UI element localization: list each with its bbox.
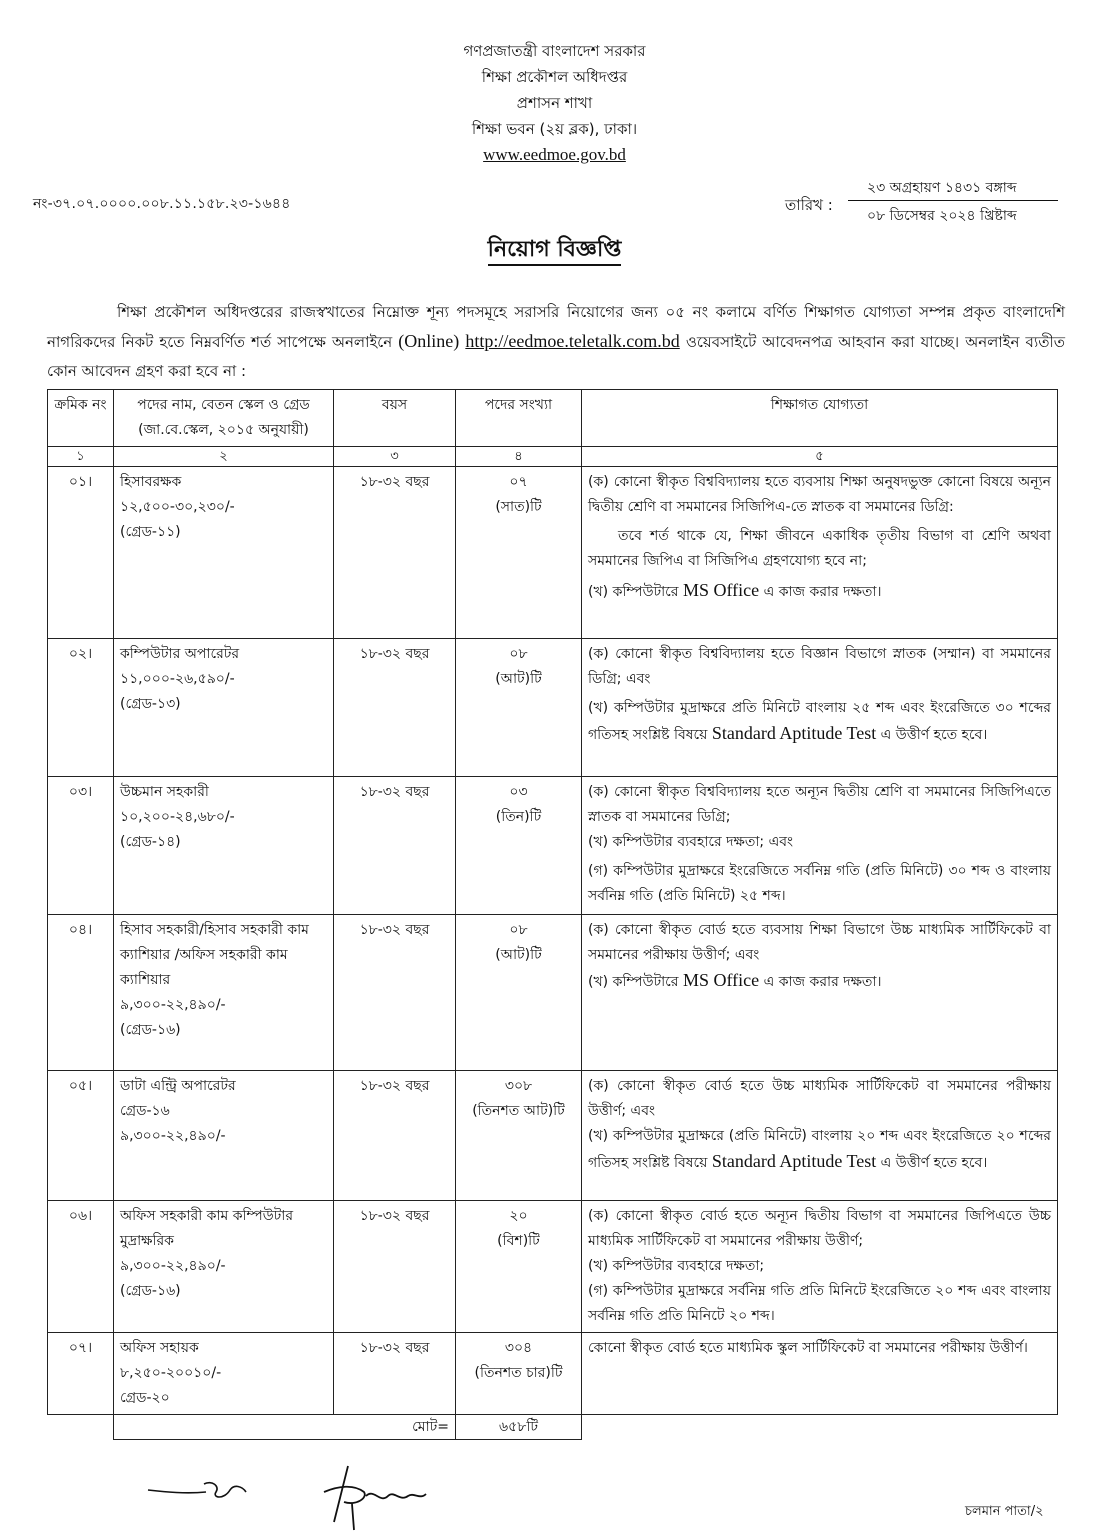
header-qualification: শিক্ষাগত যোগ্যতা bbox=[582, 390, 1058, 447]
age-cell: ১৮-৩২ বছর bbox=[334, 467, 456, 639]
age-cell: ১৮-৩২ বছর bbox=[334, 1333, 456, 1415]
qualification-cell: (ক) কোনো স্বীকৃত বিশ্ববিদ্যালয় হতে ব্যবসায় শিক্ষা অনুষদভুক্ত কোনো বিষয়ে অন্যূন দ্বিতীয় শ্রেণি বা সমমানের সিজিপিএ-তে স্নাতক বা সমমানের ডিগ্রি: তবে শর্ত থাকে যে, শিক্ষা জীবনে একাধিক তৃতীয় বিভাগ বা শ্রেণি অথবা সমমানের জিপিএ বা সিজিপিএ গ্রহণযোগ্য হবে না; (খ) কম্পিউটারে MS Office এ কাজ করার দক্ষতা। bbox=[582, 467, 1058, 639]
table-row bbox=[48, 777, 1058, 915]
continued-page-note: চলমান পাতা/২ bbox=[965, 1504, 1044, 1519]
serial-cell: ০৪। bbox=[48, 915, 114, 1071]
section-name: প্রশাসন শাখা bbox=[516, 94, 593, 112]
age-cell: ১৮-৩২ বছর bbox=[334, 1201, 456, 1333]
application-link[interactable]: http://eedmoe.teletalk.com.bd bbox=[465, 331, 680, 351]
count-cell: ৩০৮ (তিনশত আট)টি bbox=[456, 1071, 582, 1201]
initial-signature bbox=[146, 1478, 256, 1508]
official-signature bbox=[304, 1462, 434, 1532]
qualification-cell: (ক) কোনো স্বীকৃত বিশ্ববিদ্যালয় হতে অন্যূন দ্বিতীয় শ্রেণি বা সমমানের সিজিপিএতে স্নাতক বা সমমানের ডিগ্রি; (খ) কম্পিউটার ব্যবহারে দক্ষতা; এবং (গ) কম্পিউটার মুদ্রাক্ষরে ইংরেজিতে সর্বনিম্ন গতি (প্রতি মিনিটে) ৩০ শব্দ ও বাংলায় সর্বনিম্ন গতি (প্রতি মিনিটে) ২৫ শব্দ। bbox=[582, 777, 1058, 915]
qualification-cell: (ক) কোনো স্বীকৃত বোর্ড হতে ব্যবসায় শিক্ষা বিভাগে উচ্চ মাধ্যমিক সার্টিফিকেট বা সমমানের পরীক্ষায় উত্তীর্ণ; এবং (খ) কম্পিউটারে MS Office এ কাজ করার দক্ষতা। bbox=[582, 915, 1058, 1071]
office-address: শিক্ষা ভবন (২য় ব্লক), ঢাকা। bbox=[471, 120, 638, 138]
vacancy-table bbox=[47, 389, 1058, 1440]
post-cell: কম্পিউটার অপারেটর ১১,০০০-২৬,৫৯০/- (গ্রেড-১৩) bbox=[114, 639, 334, 777]
header-count: পদের সংখ্যা bbox=[456, 390, 582, 447]
serial-cell: ০৬। bbox=[48, 1201, 114, 1333]
table-row bbox=[48, 1201, 1058, 1333]
age-cell: ১৮-৩২ বছর bbox=[334, 639, 456, 777]
post-cell: উচ্চমান সহকারী ১০,২০০-২৪,৬৮০/- (গ্রেড-১৪) bbox=[114, 777, 334, 915]
serial-cell: ০৭। bbox=[48, 1333, 114, 1415]
serial-cell: ০৫। bbox=[48, 1071, 114, 1201]
table-header-row bbox=[48, 390, 1058, 447]
post-cell: হিসাব সহকারী/হিসাব সহকারী কাম ক্যাশিয়ার /অফিস সহকারী কাম ক্যাশিয়ার ৯,৩০০-২২,৪৯০/- (গ্রেড-১৬) bbox=[114, 915, 334, 1071]
age-cell: ১৮-৩২ বছর bbox=[334, 1071, 456, 1201]
header-age: বয়স bbox=[334, 390, 456, 447]
date-english: ০৮ ডিসেম্বর ২০২৪ খ্রিষ্টাব্দ bbox=[867, 208, 1017, 224]
count-cell: ২০ (বিশ)টি bbox=[456, 1201, 582, 1333]
intro-paragraph: শিক্ষা প্রকৌশল অধিদপ্তরের রাজস্বখাতের নিম্নোক্ত শূন্য পদসমূহে সরাসরি নিয়োগের জন্য ০৫ নং কলামে বর্ণিত শিক্ষাগত যোগ্যতা সম্পন্ন প্রকৃত বাংলাদেশি নাগরিকদের নিকট হতে নিম্নবর্ণিত শর্ত সাপেক্ষে অনলাইনে (Online) http://eedmoe.teletalk.com.bd ওয়েবসাইটে আবেদনপত্র আহবান করা যাচ্ছে। অনলাইন ব্যতীত কোন আবেদন গ্রহণ করা হবে না : bbox=[47, 303, 1065, 380]
letterhead bbox=[0, 38, 1109, 168]
table-row bbox=[48, 1333, 1058, 1415]
qualification-cell: (ক) কোনো স্বীকৃত বিশ্ববিদ্যালয় হতে বিজ্ঞান বিভাগে স্নাতক (সম্মান) বা সমমানের ডিগ্রি; এবং (খ) কম্পিউটার মুদ্রাক্ষরে প্রতি মিনিটে বাংলায় ২৫ শব্দ এবং ইংরেজিতে ৩০ শব্দের গতিসহ সংশ্লিষ্ট বিষয়ে Standard Aptitude Test এ উত্তীর্ণ হতে হবে। bbox=[582, 639, 1058, 777]
online-word: (Online) bbox=[398, 331, 460, 351]
table-row bbox=[48, 1071, 1058, 1201]
post-cell: হিসাবরক্ষক ১২,৫০০-৩০,২৩০/- (গ্রেড-১১) bbox=[114, 467, 334, 639]
header-post: পদের নাম, বেতন স্কেল ও গ্রেড (জা.বে.স্কেল, ২০১৫ অনুযায়ী) bbox=[114, 390, 334, 447]
date-divider bbox=[848, 200, 1058, 201]
table-row bbox=[48, 467, 1058, 639]
post-cell: অফিস সহকারী কাম কম্পিউটার মুদ্রাক্ষরিক ৯,৩০০-২২,৪৯০/- (গ্রেড-১৬) bbox=[114, 1201, 334, 1333]
count-cell: ০৭ (সাত)টি bbox=[456, 467, 582, 639]
memo-number: নং-৩৭.০৭.০০০০.০০৮.১১.১৫৮.২৩-১৬৪৪ bbox=[33, 196, 291, 212]
column-number-row: ১ ২ ৩ ৪ ৫ bbox=[48, 447, 1058, 467]
qualification-cell: (ক) কোনো স্বীকৃত বোর্ড হতে অন্যূন দ্বিতীয় বিভাগ বা সমমানের জিপিএতে উচ্চ মাধ্যমিক সার্টিফিকেট বা সমমানের পরীক্ষায় উত্তীর্ণ; (খ) কম্পিউটার ব্যবহারে দক্ষতা; (গ) কম্পিউটার মুদ্রাক্ষরে সর্বনিম্ন গতি প্রতি মিনিটে ইংরেজিতে ২০ শব্দ এবং বাংলায় সর্বনিম্ন গতি প্রতি মিনিটে ২০ শব্দ। bbox=[582, 1201, 1058, 1333]
count-cell: ০৩ (তিন)টি bbox=[456, 777, 582, 915]
header-serial: ক্রমিক নং bbox=[48, 390, 114, 447]
serial-cell: ০৩। bbox=[48, 777, 114, 915]
date-label: তারিখ : bbox=[785, 196, 833, 214]
age-cell: ১৮-৩২ বছর bbox=[334, 915, 456, 1071]
age-cell: ১৮-৩২ বছর bbox=[334, 777, 456, 915]
count-cell: ০৮ (আট)টি bbox=[456, 639, 582, 777]
total-label: মোট= bbox=[114, 1415, 456, 1440]
website-link[interactable]: www.eedmoe.gov.bd bbox=[483, 145, 626, 164]
table-row bbox=[48, 639, 1058, 777]
post-cell: ডাটা এন্ট্রি অপারেটর গ্রেড-১৬ ৯,৩০০-২২,৪৯০/- bbox=[114, 1071, 334, 1201]
qualification-cell: (ক) কোনো স্বীকৃত বোর্ড হতে উচ্চ মাধ্যমিক সার্টিফিকেট বা সমমানের পরীক্ষায় উত্তীর্ণ; এবং (খ) কম্পিউটার মুদ্রাক্ষরে (প্রতি মিনিটে) বাংলায় ২০ শব্দ এবং ইংরেজিতে ২০ শব্দের গতিসহ সংশ্লিষ্ট বিষয়ে Standard Aptitude Test এ উত্তীর্ণ হতে হবে। bbox=[582, 1071, 1058, 1201]
serial-cell: ০২। bbox=[48, 639, 114, 777]
count-cell: ০৮ (আট)টি bbox=[456, 915, 582, 1071]
total-value: ৬৫৮টি bbox=[456, 1415, 582, 1440]
govt-name: গণপ্রজাতন্ত্রী বাংলাদেশ সরকার bbox=[463, 42, 646, 60]
post-cell: অফিস সহায়ক ৮,২৫০-২০০১০/- গ্রেড-২০ bbox=[114, 1333, 334, 1415]
qualification-cell: কোনো স্বীকৃত বোর্ড হতে মাধ্যমিক স্কুল সার্টিফিকেট বা সমমানের পরীক্ষায় উত্তীর্ণ। bbox=[582, 1333, 1058, 1415]
table-row bbox=[48, 915, 1058, 1071]
date-bangla: ২৩ অগ্রহায়ণ ১৪৩১ বঙ্গাব্দ bbox=[867, 180, 1017, 196]
count-cell: ৩০৪ (তিনশত চার)টি bbox=[456, 1333, 582, 1415]
serial-cell: ০১। bbox=[48, 467, 114, 639]
total-row bbox=[48, 1415, 1058, 1440]
dept-name: শিক্ষা প্রকৌশল অধিদপ্তর bbox=[481, 68, 628, 86]
notice-title: নিয়োগ বিজ্ঞপ্তি bbox=[0, 232, 1109, 269]
